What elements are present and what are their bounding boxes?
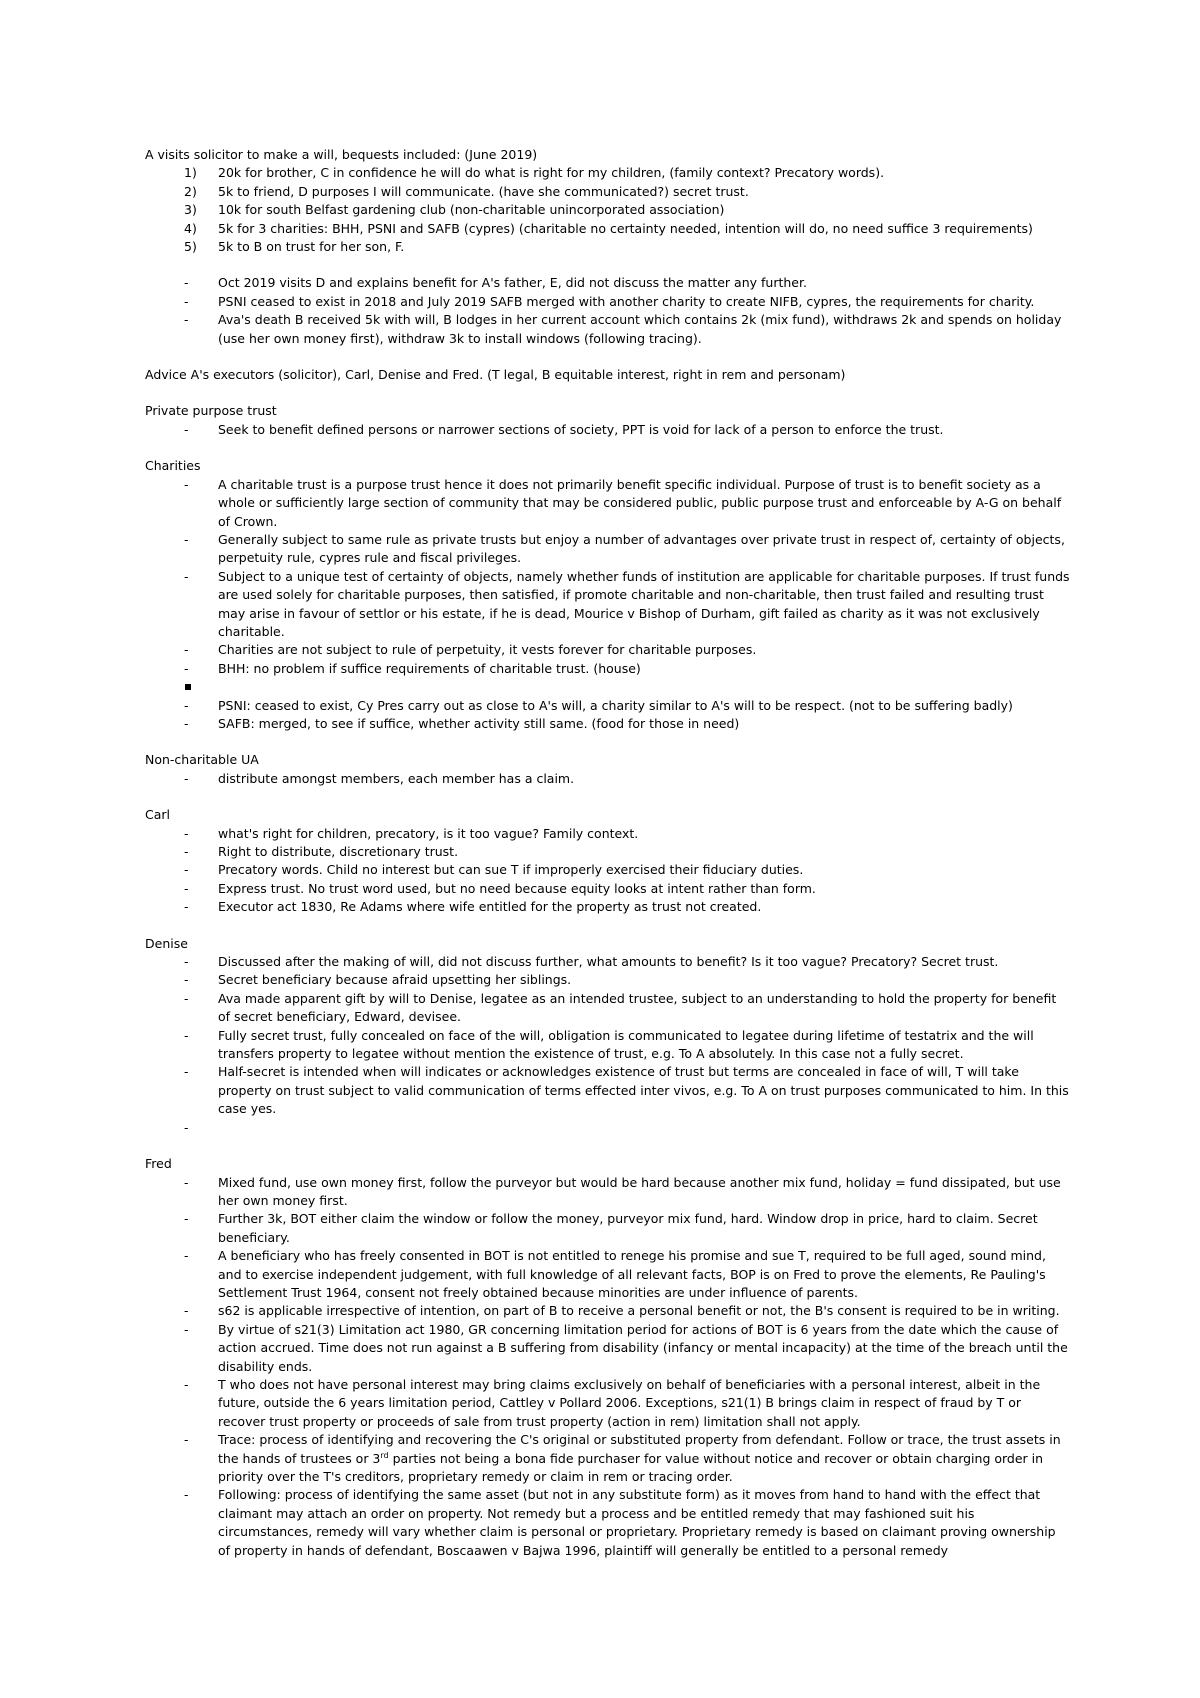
- ua-list: [145, 770, 1070, 788]
- list-text: Right to distribute, discretionary trust.: [218, 844, 459, 859]
- dash-marker: -: [184, 275, 189, 291]
- section-heading-charities: Charities: [145, 458, 201, 474]
- list-text: what's right for children, precatory, is it too vague? Family context.: [218, 825, 639, 841]
- list-item: [145, 568, 1070, 642]
- dash-marker: -: [184, 1432, 189, 1448]
- list-text: 5k to B on trust for her son, F.: [218, 239, 405, 255]
- list-text: 5k for 3 charities: BHH, PSNI and SAFB (cypres) (charitable no certainty needed, intention will do, no need suffice 3 requirements): [218, 220, 1033, 236]
- dash-marker: -: [184, 972, 189, 988]
- carl-list: [145, 825, 1070, 917]
- section-heading-fred: Fred: [145, 1156, 172, 1172]
- advice-line: Advice A's executors (solicitor), Carl, Denise and Fred. (T legal, B equitable interest, right in rem and personam): [145, 367, 846, 383]
- list-text: BHH: no problem if suffice requirements of charitable trust. (house): [218, 660, 641, 676]
- list-text: parties not being a bona fide purchaser for value without notice and recover or obtain charging order in priority over the T's creditors, proprietary remedy or claim in rem or tracing order.: [218, 1450, 1044, 1484]
- list-text: A beneficiary who has freely consented in BOT is not entitled to renege his promise and sue T, required to be full aged, sound mind, and to exercise independent judgement, with full knowledge of all relevant facts, BOP is on Fred to prove the elements, Re Pauling's Settlement Trust 1964, consent not freely obtained because minorities are under influence of parents.: [218, 1248, 1046, 1300]
- list-item: [145, 1302, 1070, 1320]
- dash-marker: -: [184, 1211, 189, 1227]
- list-item: [145, 1247, 1070, 1302]
- list-item: [145, 770, 1070, 788]
- list-item: [145, 1119, 1070, 1137]
- list-text: Trace: process of identifying and recovering the C's original or substituted property from defendant. Follow or trace, the trust assets in the hands of trustees or 3: [218, 1432, 1061, 1466]
- section-heading-denise: Denise: [145, 935, 188, 951]
- dash-marker: -: [184, 844, 189, 859]
- list-number: 5): [184, 239, 197, 255]
- list-text: Ava made apparent gift by will to Denise, legatee as an intended trustee, subject to an understanding to hold the property for benefit of secret beneficiary, Edward, devisee.: [218, 990, 1057, 1025]
- dash-marker: -: [184, 1248, 189, 1264]
- dash-marker: -: [184, 421, 189, 437]
- list-text: Generally subject to same rule as private trusts but enjoy a number of advantages over private trust in respect of, certainty of objects, perpetuity rule, cypres rule and fiscal privileges.: [218, 531, 1065, 566]
- list-text: SAFB: merged, to see if suffice, whether activity still same. (food for those in need): [218, 715, 740, 731]
- section-heading-ua: Non-charitable UA: [145, 752, 259, 768]
- fred-list: [145, 1174, 1070, 1561]
- list-item: [145, 164, 1070, 182]
- list-text: Fully secret trust, fully concealed on face of the will, obligation is communicated to legatee during lifetime of testatrix and the will transfers property to legatee without mention the existence of trust, e.g. To A absolutely. In this case not a fully secret.: [218, 1027, 1034, 1062]
- dash-marker: -: [184, 476, 189, 492]
- list-text: distribute amongst members, each member has a claim.: [218, 770, 575, 786]
- list-text: Executor act 1830, Re Adams where wife entitled for the property as trust not created.: [218, 899, 762, 915]
- dash-marker: -: [184, 899, 189, 915]
- list-text: Following: process of identifying the same asset (but not in any substitute form) as it moves from hand to hand with the effect that claimant may attach an order on property. Not remedy but a process and be entitled remedy that may fashioned suit his circumstances, remedy will vary whether claim is personal or proprietary. Proprietary remedy is based on claimant proving ownership of property in hands of defendant, Boscaawen v Bajwa 1996, plaintiff will generally be entitled to a personal remedy: [218, 1487, 1056, 1558]
- list-text: Mixed fund, use own money first, follow the purveyor but would be hard because another mix fund, holiday = fund dissipated, but use her own money first.: [218, 1174, 1061, 1208]
- list-item: [145, 421, 1070, 439]
- list-item: [145, 880, 1070, 898]
- list-item: [145, 660, 1070, 678]
- list-text: By virtue of s21(3) Limitation act 1980, GR concerning limitation period for actions of BOT is 6 years from the date which the cause of action accrued. Time does not run against a B suffering from disability (infancy or mental incapacity) at the time of the breach until the disability ends.: [218, 1321, 1068, 1374]
- list-number: 4): [184, 220, 197, 236]
- dash-marker: -: [184, 312, 189, 328]
- intro-line: A visits solicitor to make a will, bequests included: (June 2019): [145, 147, 538, 162]
- dash-marker: -: [184, 990, 189, 1006]
- dash-marker: -: [184, 1027, 189, 1043]
- dash-marker: -: [184, 568, 189, 584]
- dash-marker: -: [184, 880, 189, 896]
- dash-marker: -: [184, 531, 189, 547]
- list-item: [145, 201, 1070, 219]
- list-item: [145, 1376, 1070, 1431]
- list-text: PSNI ceased to exist in 2018 and July 2019 SAFB merged with another charity to create NIFB, cypres, the requirements for charity.: [218, 293, 1035, 309]
- list-item: [145, 311, 1070, 348]
- list-text: T who does not have personal interest may bring claims exclusively on behalf of beneficiaries with a personal interest, albeit in the future, outside the 6 years limitation period, Cattley v Pollard 2006. Exceptions, s21(1) B brings claim in respect of fraud by T or recover trust property or proceeds of sale from trust property (action in rem) limitation shall not apply.: [218, 1376, 1041, 1429]
- dash-marker: -: [184, 642, 189, 658]
- list-item: [145, 220, 1070, 238]
- dash-marker: -: [184, 1119, 189, 1135]
- section-heading-carl: Carl: [145, 807, 170, 823]
- list-item: [145, 531, 1070, 568]
- list-item: [145, 678, 1070, 696]
- denise-list: [145, 953, 1070, 1137]
- dash-marker: -: [184, 293, 189, 309]
- dash-marker: -: [184, 715, 189, 731]
- list-item: [145, 641, 1070, 659]
- bequest-list: [145, 164, 1070, 256]
- list-text: Seek to benefit defined persons or narrower sections of society, PPT is void for lack of a person to enforce the trust.: [218, 421, 944, 437]
- ppt-list: [145, 421, 1070, 439]
- list-item: [145, 697, 1070, 715]
- list-text: Discussed after the making of will, did not discuss further, what amounts to benefit? Is it too vague? Precatory? Secret trust.: [218, 954, 999, 970]
- dash-marker: -: [184, 1174, 189, 1190]
- dash-marker: -: [184, 862, 189, 878]
- list-text: Half-secret is intended when will indicates or acknowledges existence of trust but terms are concealed in face of will, T will take property on trust subject to valid communication of terms effected inter vivos, e.g. To A on trust purposes communicated to him. In this case yes.: [218, 1064, 1069, 1117]
- list-text: Secret beneficiary because afraid upsetting her siblings.: [218, 972, 572, 988]
- list-item: [145, 825, 1070, 843]
- dash-marker: -: [184, 770, 189, 786]
- list-item: [145, 1210, 1070, 1247]
- list-text: PSNI: ceased to exist, Cy Pres carry out as close to A's will, a charity similar to A's will to be respect. (not to be suffering badly): [218, 697, 1013, 713]
- dash-marker: -: [184, 697, 189, 713]
- dash-marker: -: [184, 954, 189, 970]
- dash-marker: -: [184, 1487, 189, 1503]
- dash-marker: -: [184, 1376, 189, 1392]
- list-number: 1): [184, 165, 197, 181]
- dash-marker: -: [184, 1321, 189, 1337]
- list-item: [145, 183, 1070, 201]
- list-text: s62 is applicable irrespective of intention, on part of B to receive a personal benefit or not, the B's consent is required to be in writing.: [218, 1303, 1060, 1319]
- list-item: [145, 1321, 1070, 1376]
- list-text: Ava's death B received 5k with will, B lodges in her current account which contains 2k (mix fund), withdraws 2k and spends on holiday (use her own money first), withdraw 3k to install windows (following tracing).: [218, 312, 1062, 346]
- list-text: Precatory words. Child no interest but can sue T if improperly exercised their fiduciary duties.: [218, 862, 804, 878]
- list-text: Express trust. No trust word used, but no need because equity looks at intent rather than form.: [218, 880, 816, 896]
- list-text: Subject to a unique test of certainty of objects, namely whether funds of institution are applicable for charitable purposes. If trust funds are used solely for charitable purposes, then satisfied, if promote charitable and non-charitable, then trust failed and resulting trust may arise in favour of settlor or his estate, if he is dead, Mourice v Bishop of Durham, gift failed as charity as it was not exclusively charitable.: [218, 568, 1070, 639]
- square-bullet-icon: [185, 684, 191, 690]
- section-heading-ppt: Private purpose trust: [145, 403, 277, 419]
- list-item: [145, 715, 1070, 733]
- list-item: [145, 843, 1070, 861]
- list-item: [145, 1486, 1070, 1560]
- list-item: [145, 953, 1070, 971]
- list-text: A charitable trust is a purpose trust hence it does not primarily benefit specific individual. Purpose of trust is to benefit society as a whole or sufficiently large section of community that may be considered public, public purpose trust and enforceable by A-G on behalf of Crown.: [218, 476, 1062, 529]
- dash-marker: -: [184, 1303, 189, 1319]
- list-item: [145, 1063, 1070, 1118]
- charities-list: [145, 476, 1070, 734]
- list-text: Further 3k, BOT either claim the window or follow the money, purveyor mix fund, hard. Window drop in price, hard to claim. Secret beneficiary.: [218, 1211, 1038, 1245]
- list-item: [145, 1027, 1070, 1064]
- list-item: [145, 971, 1070, 989]
- list-item: [145, 898, 1070, 916]
- list-item: [145, 293, 1070, 311]
- list-text: 10k for south Belfast gardening club (non-charitable unincorporated association): [218, 202, 725, 218]
- superscript: rd: [380, 1450, 389, 1460]
- dash-marker: -: [184, 1064, 189, 1080]
- list-text: 20k for brother, C in confidence he will do what is right for my children, (family context? Precatory words).: [218, 165, 885, 181]
- facts-list: [145, 274, 1070, 348]
- dash-marker: -: [184, 660, 189, 676]
- list-item: [145, 476, 1070, 531]
- list-number: 2): [184, 183, 197, 199]
- list-text: 5k to friend, D purposes I will communicate. (have she communicated?) secret trust.: [218, 183, 749, 199]
- list-item: [145, 1174, 1070, 1211]
- list-item: [145, 274, 1070, 292]
- list-item: [145, 990, 1070, 1027]
- list-item: [145, 1431, 1070, 1486]
- list-text: Oct 2019 visits D and explains benefit for A's father, E, did not discuss the matter any further.: [218, 275, 807, 291]
- list-item: [145, 861, 1070, 879]
- list-number: 3): [184, 202, 197, 218]
- list-text: Charities are not subject to rule of perpetuity, it vests forever for charitable purposes.: [218, 642, 757, 658]
- list-item: [145, 238, 1070, 256]
- dash-marker: -: [184, 825, 189, 841]
